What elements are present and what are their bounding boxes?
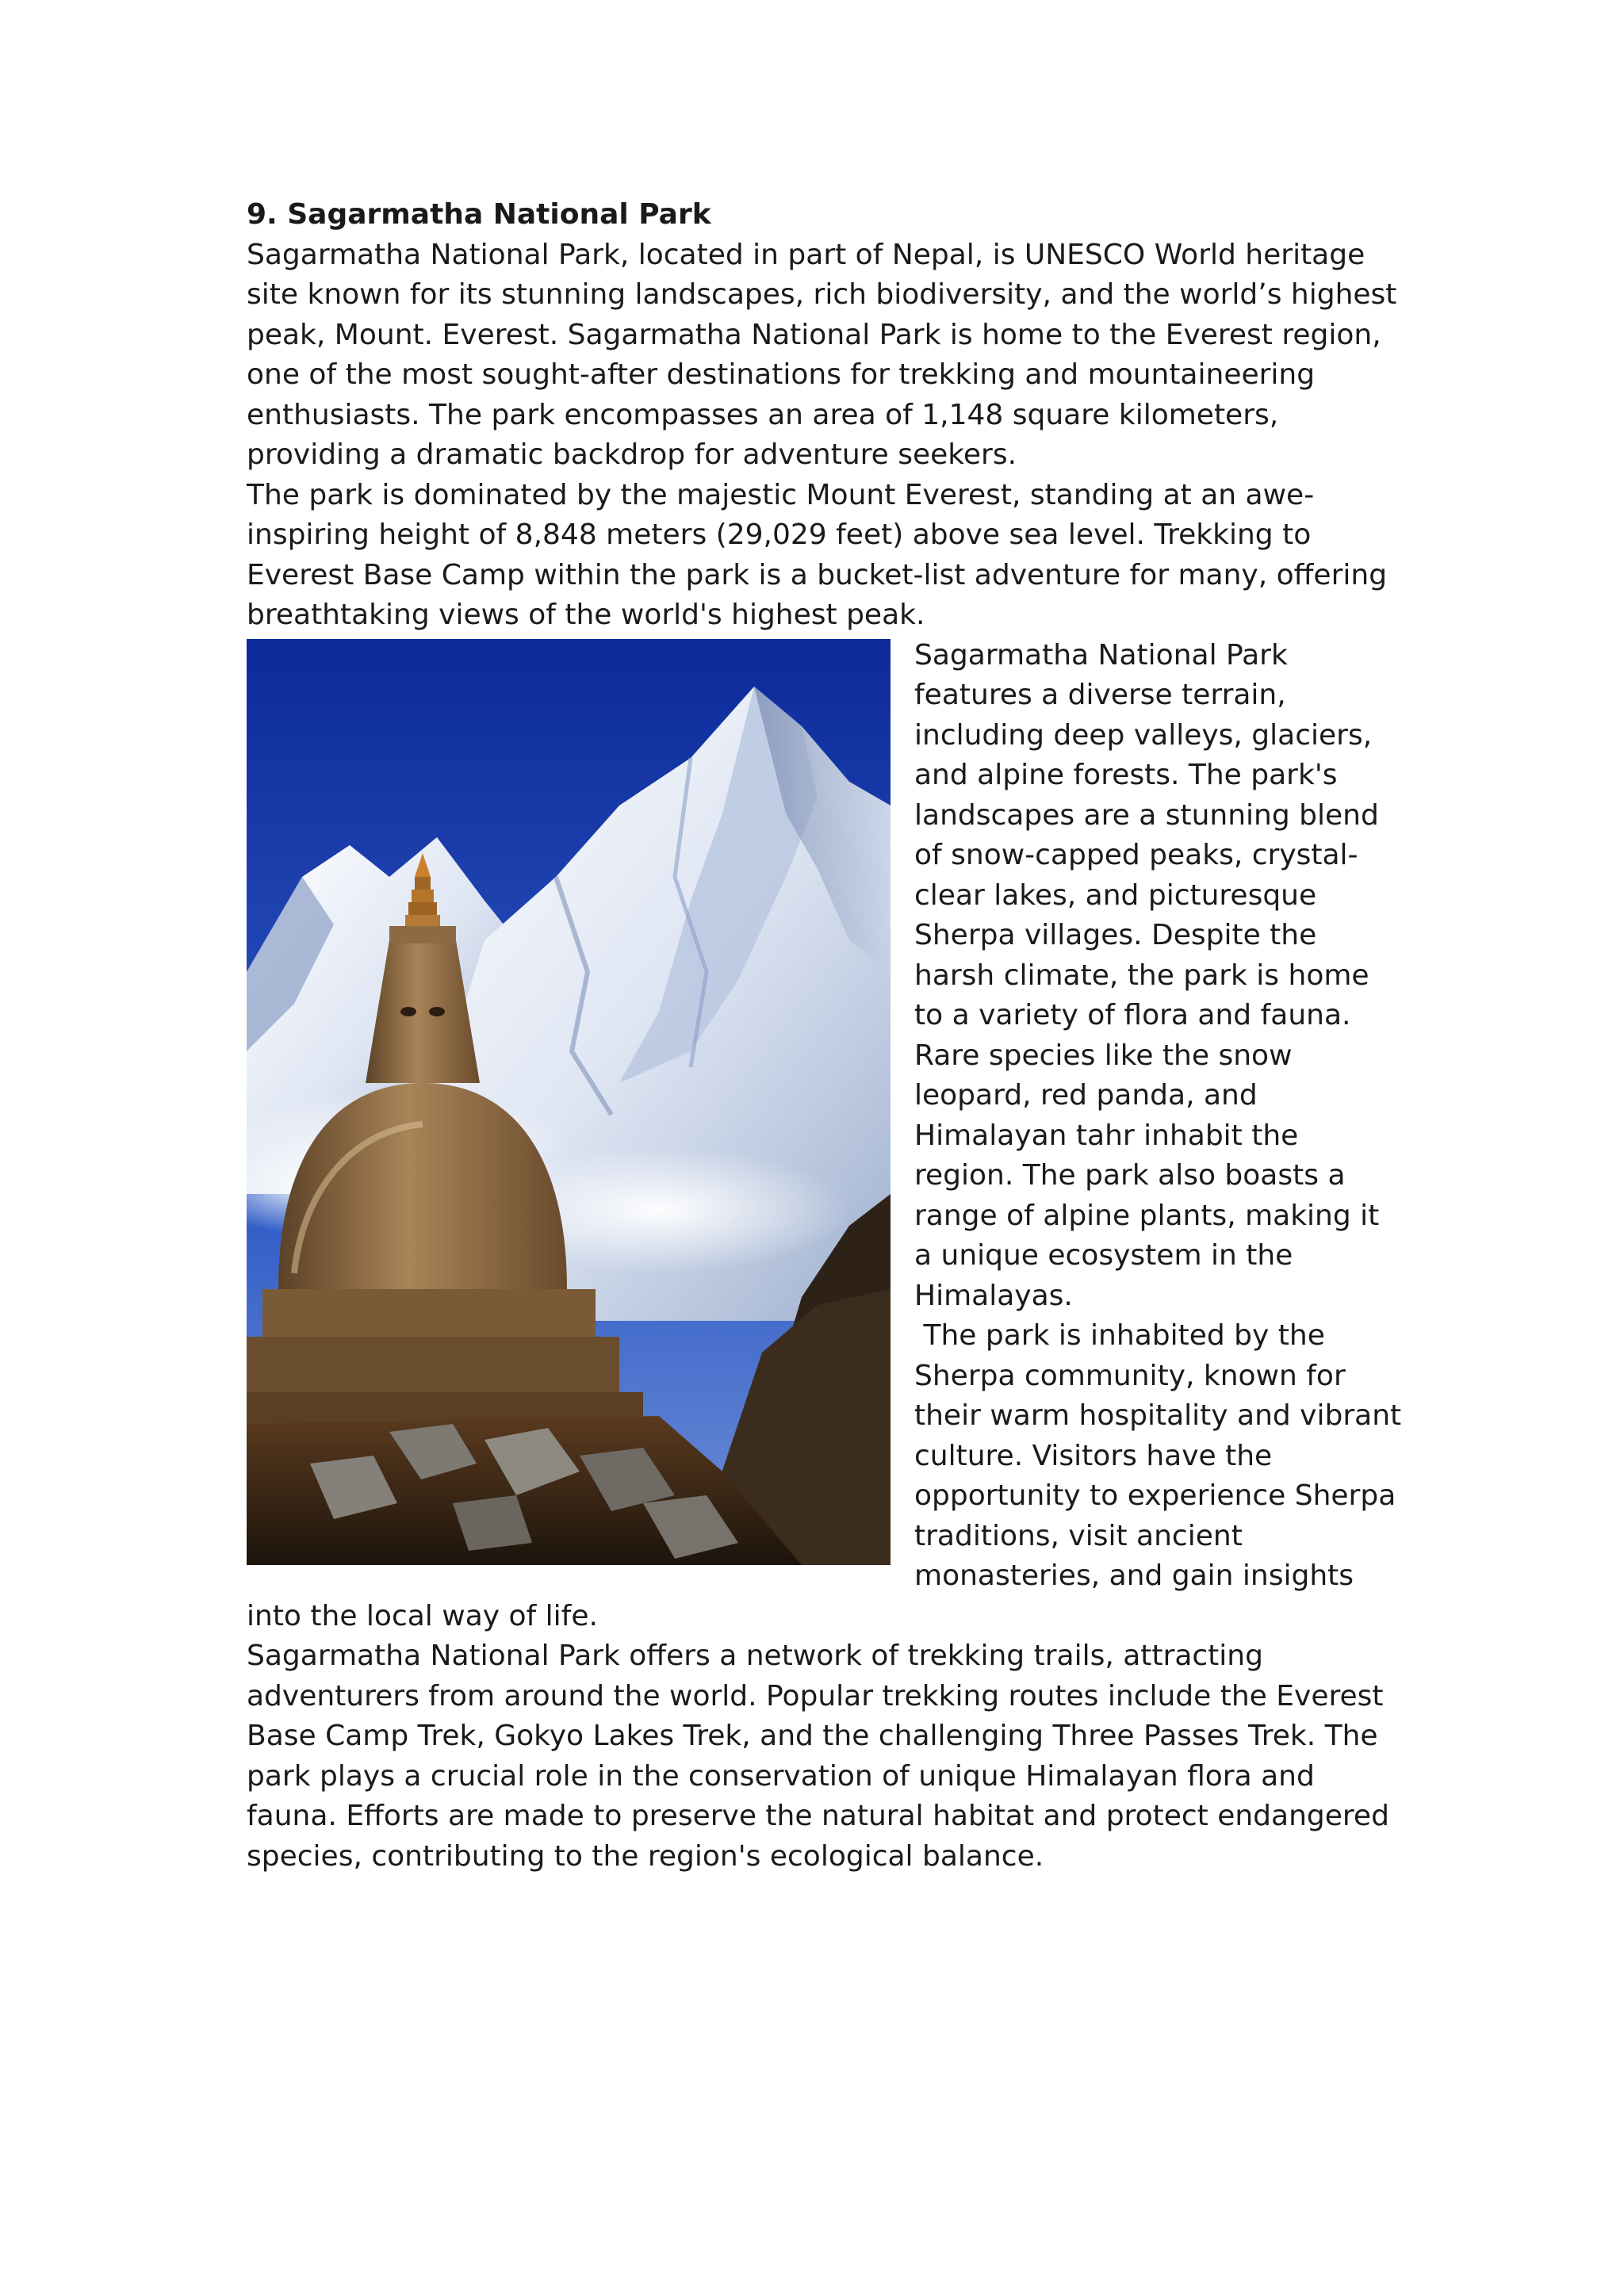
paragraph-sherpa: The park is inhabited by the Sherpa community, known for their warm hospitality and vibrant culture. Visitors have the opportunity to experience Sherpa traditions, visit ancient monasteries, and gain insights into the local way of life. <box>247 1319 1411 1632</box>
paragraph-terrain: Sagarmatha National Park features a diverse terrain, including deep valleys, glaciers, and alpine forests. The park's landscapes are a stunning blend of snow-capped peaks, crystal-clear lakes, and picturesque Sherpa villages. Despite the harsh climate, the park is home to a variety of flora and fauna. Rare species like the snow leopard, red panda, and Himalayan tahr inhabit the region. The park also boasts a range of alpine plants, making it a unique ecosystem in the Himalayas. <box>914 638 1380 1312</box>
paragraph-everest: The park is dominated by the majestic Mount Everest, standing at an awe-inspiring height of 8,848 meters (29,029 feet) above sea level. Trekking to Everest Base Camp within the park is a bucket-list adventure for many, offering breathtaking views of the world's highest peak. <box>247 478 1388 631</box>
article-heading: 9. Sagarmatha National Park <box>247 198 711 231</box>
article <box>247 195 1411 1877</box>
paragraph-intro: Sagarmatha National Park, located in part of Nepal, is UNESCO World heritage site known for its stunning landscapes, rich biodiversity, and the world’s highest peak, Mount. Everest. Sagarmatha National Park is home to the Everest region, one of the most sought-after destinations for trekking and mountaineering enthusiasts. The park encompasses an area of 1,148 square kilometers, providing a dramatic backdrop for adventure seekers. <box>247 238 1397 471</box>
paragraph-trails: Sagarmatha National Park offers a network of trekking trails, attracting adventurers from around the world. Popular trekking routes include the Everest Base Camp Trek, Gokyo Lakes Trek, and the challenging Three Passes Trek. The park plays a crucial role in the conservation of unique Himalayan flora and fauna. Efforts are made to preserve the natural habitat and protect endangered species, contributing to the region's ecological balance. <box>247 1640 1389 1873</box>
stupa-mountain-illustration <box>247 639 891 1565</box>
stupa-mountain-photo <box>247 639 891 1565</box>
